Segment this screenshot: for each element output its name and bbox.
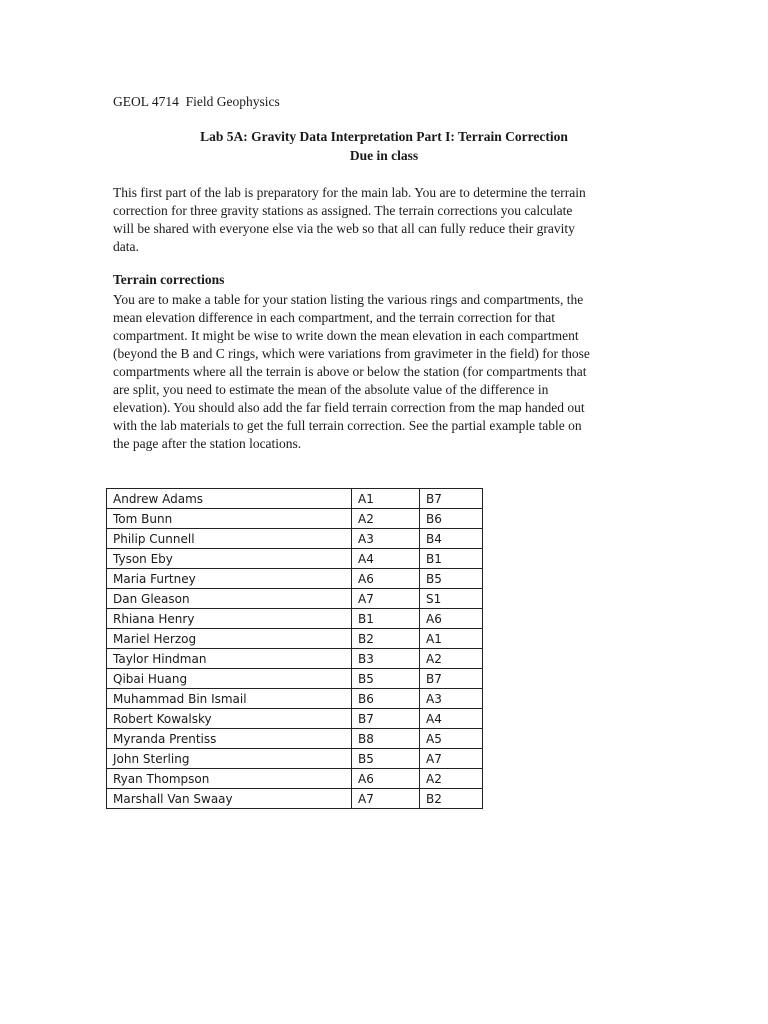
station-a-cell: B7 <box>352 709 420 729</box>
student-name-cell: John Sterling <box>107 749 352 769</box>
station-a-cell: A6 <box>352 569 420 589</box>
text-line: compartment. It might be wise to write down the mean elevation in each compartment <box>113 328 579 343</box>
student-name-cell: Philip Cunnell <box>107 529 352 549</box>
student-name-cell: Taylor Hindman <box>107 649 352 669</box>
station-b-cell: B2 <box>420 789 483 809</box>
table-row <box>107 529 483 549</box>
student-name-cell: Maria Furtney <box>107 569 352 589</box>
text-line: with the lab materials to get the full terrain correction. See the partial example table on <box>113 418 582 433</box>
station-b-cell: B7 <box>420 669 483 689</box>
table-row <box>107 689 483 709</box>
terrain-paragraph <box>113 291 658 453</box>
table-row <box>107 509 483 529</box>
text-line: elevation). You should also add the far field terrain correction from the map handed out <box>113 400 585 415</box>
station-a-cell: A7 <box>352 589 420 609</box>
station-a-cell: B2 <box>352 629 420 649</box>
station-a-cell: A3 <box>352 529 420 549</box>
station-b-cell: B4 <box>420 529 483 549</box>
text-line: compartments where all the terrain is above or below the station (for compartments that <box>113 364 587 379</box>
due-line: Due in class <box>349 148 419 163</box>
station-a-cell: A4 <box>352 549 420 569</box>
student-name-cell: Qibai Huang <box>107 669 352 689</box>
station-a-cell: A1 <box>352 489 420 509</box>
text-line: (beyond the B and C rings, which were variations from gravimeter in the field) for those <box>113 346 590 361</box>
text-line: are split, you need to estimate the mean of the absolute value of the difference in <box>113 382 549 397</box>
table-row <box>107 549 483 569</box>
student-name-cell: Mariel Herzog <box>107 629 352 649</box>
table-row <box>107 629 483 649</box>
station-b-cell: B5 <box>420 569 483 589</box>
station-a-cell: B5 <box>352 749 420 769</box>
station-a-cell: A7 <box>352 789 420 809</box>
student-name-cell: Robert Kowalsky <box>107 709 352 729</box>
lab-title: Lab 5A: Gravity Data Interpretation Part I: Terrain Correction <box>200 129 568 144</box>
station-a-cell: B8 <box>352 729 420 749</box>
station-a-cell: A6 <box>352 769 420 789</box>
text-line: mean elevation difference in each compartment, and the terrain correction for that <box>113 310 556 325</box>
table-row <box>107 769 483 789</box>
student-name-cell: Dan Gleason <box>107 589 352 609</box>
student-name-cell: Andrew Adams <box>107 489 352 509</box>
student-name-cell: Rhiana Henry <box>107 609 352 629</box>
station-b-cell: B7 <box>420 489 483 509</box>
station-b-cell: A1 <box>420 629 483 649</box>
text-line: You are to make a table for your station listing the various rings and compartments, the <box>113 292 584 307</box>
student-name-cell: Marshall Van Swaay <box>107 789 352 809</box>
station-b-cell: A2 <box>420 649 483 669</box>
intro-paragraph <box>113 184 658 256</box>
table-row <box>107 649 483 669</box>
section-heading: Terrain corrections <box>113 272 225 287</box>
station-b-cell: A6 <box>420 609 483 629</box>
text-line: This first part of the lab is preparatory for the main lab. You are to determine the terrain <box>113 185 586 200</box>
table-row <box>107 789 483 809</box>
station-b-cell: A3 <box>420 689 483 709</box>
station-a-cell: A2 <box>352 509 420 529</box>
student-name-cell: Myranda Prentiss <box>107 729 352 749</box>
text-line: the page after the station locations. <box>113 436 302 451</box>
course-header: GEOL 4714 Field Geophysics <box>113 94 280 109</box>
table-row <box>107 609 483 629</box>
student-name-cell: Tyson Eby <box>107 549 352 569</box>
table-row <box>107 709 483 729</box>
student-name-cell: Muhammad Bin Ismail <box>107 689 352 709</box>
table-row <box>107 669 483 689</box>
station-assignment-table <box>106 488 483 809</box>
text-line: correction for three gravity stations as assigned. The terrain corrections you calculate <box>113 203 573 218</box>
station-a-cell: B5 <box>352 669 420 689</box>
table-row <box>107 589 483 609</box>
station-b-cell: B6 <box>420 509 483 529</box>
station-b-cell: A7 <box>420 749 483 769</box>
student-name-cell: Ryan Thompson <box>107 769 352 789</box>
station-a-cell: B1 <box>352 609 420 629</box>
station-b-cell: B1 <box>420 549 483 569</box>
station-b-cell: A2 <box>420 769 483 789</box>
text-line: data. <box>113 239 139 254</box>
table-row <box>107 569 483 589</box>
station-b-cell: S1 <box>420 589 483 609</box>
table-row <box>107 749 483 769</box>
table-row <box>107 489 483 509</box>
student-name-cell: Tom Bunn <box>107 509 352 529</box>
table-row <box>107 729 483 749</box>
station-a-cell: B6 <box>352 689 420 709</box>
station-b-cell: A5 <box>420 729 483 749</box>
station-b-cell: A4 <box>420 709 483 729</box>
station-a-cell: B3 <box>352 649 420 669</box>
text-line: will be shared with everyone else via the web so that all can fully reduce their gravity <box>113 221 575 236</box>
